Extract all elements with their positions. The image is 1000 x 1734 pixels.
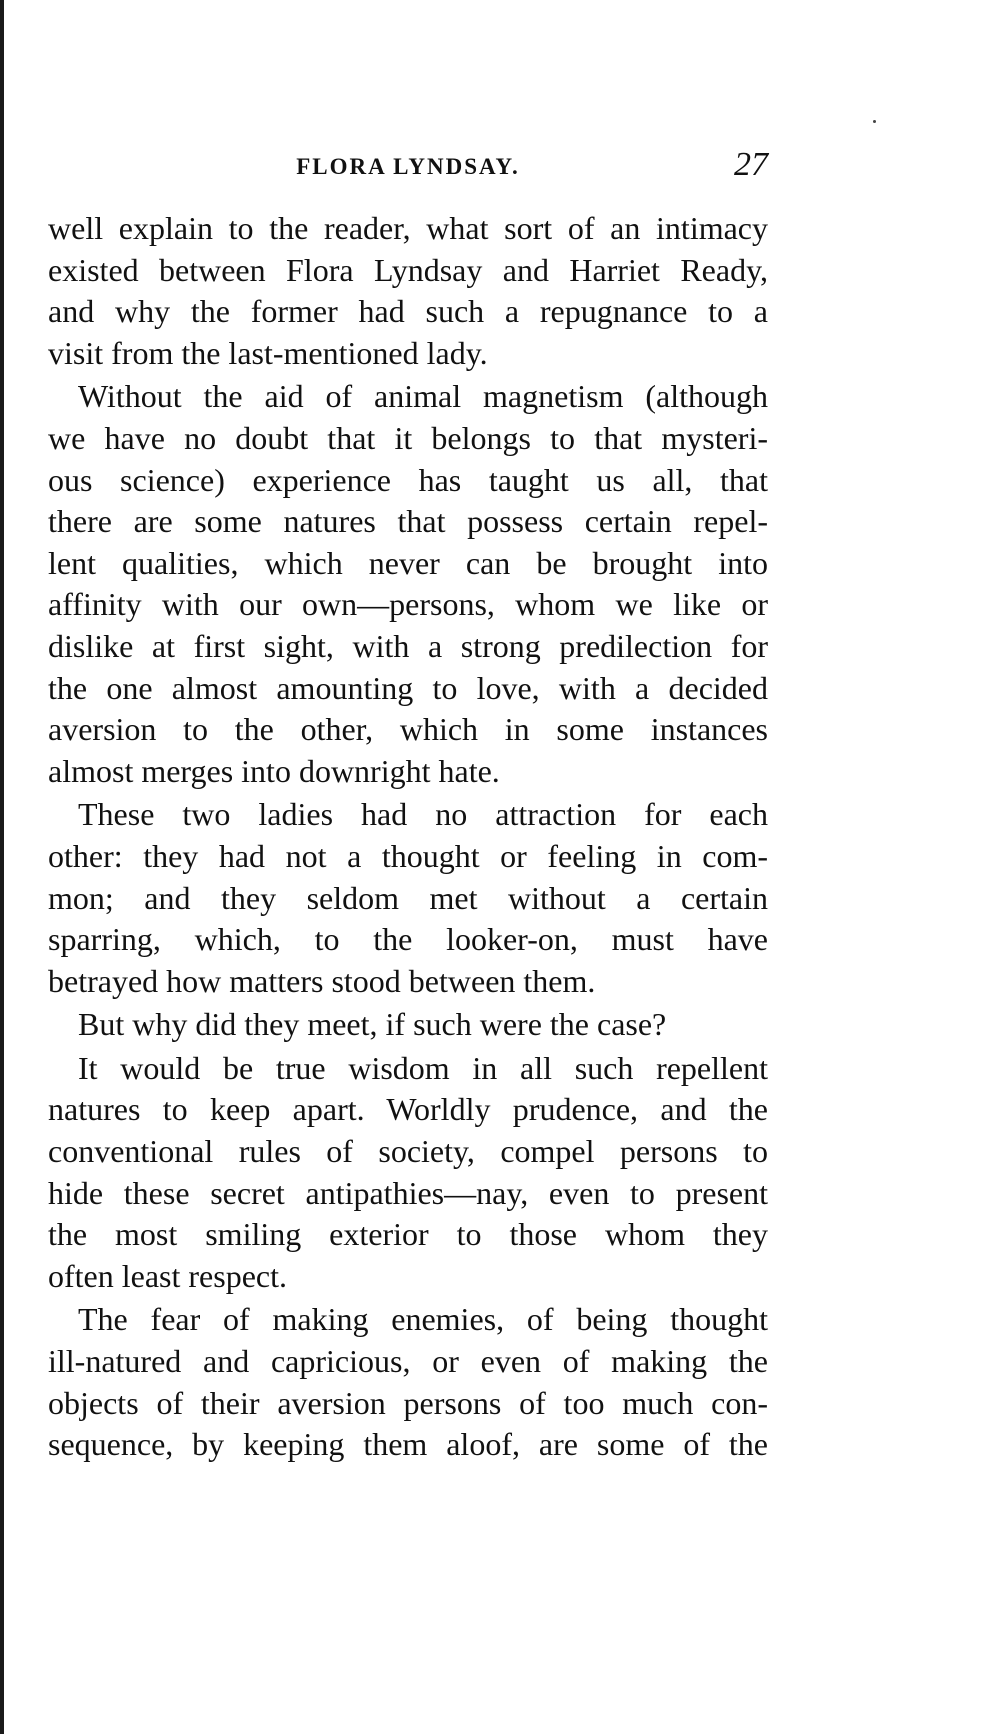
text-line: Without the aid of animal magnetism (although: [78, 378, 768, 415]
paragraph-3: [48, 794, 768, 1002]
text-line: conventional rules of society, compel persons to: [48, 1133, 768, 1170]
text-line: dislike at first sight, with a strong predilection for: [48, 627, 768, 664]
text-line: These two ladies had no attraction for each: [78, 796, 768, 833]
body-text: [48, 208, 768, 1466]
paragraph-1: [48, 208, 768, 374]
text-line: often least respect.: [48, 1257, 287, 1294]
text-line: But why did they meet, if such were the case?: [78, 1006, 667, 1043]
book-page: [48, 146, 768, 1468]
text-line: sequence, by keeping them aloof, are some of the: [48, 1426, 768, 1463]
text-line: betrayed how matters stood between them.: [48, 962, 596, 999]
text-line: objects of their aversion persons of too much con-: [48, 1384, 768, 1421]
paragraph-2: [48, 376, 768, 792]
paragraph-6: [48, 1299, 768, 1465]
running-title: FLORA LYNDSAY.: [296, 154, 520, 179]
text-line: ous science) experience has taught us all, that: [48, 461, 768, 498]
text-line: affinity with our own—persons, whom we like or: [48, 586, 768, 623]
text-line: existed between Flora Lyndsay and Harriet Ready,: [48, 251, 768, 288]
text-line: and why the former had such a repugnance to a: [48, 293, 768, 330]
text-line: there are some natures that possess certain repel-: [48, 503, 768, 540]
text-line: sparring, which, to the looker-on, must have: [48, 921, 768, 958]
paragraph-4: [48, 1004, 768, 1046]
running-head: [48, 146, 768, 190]
text-line: mon; and they seldom met without a certain: [48, 879, 768, 916]
text-line: It would be true wisdom in all such repellent: [78, 1049, 768, 1086]
text-line: almost merges into downright hate.: [48, 752, 500, 789]
text-line: The fear of making enemies, of being thought: [78, 1301, 768, 1338]
text-line: we have no doubt that it belongs to that mysteri-: [48, 419, 768, 456]
text-line: the most smiling exterior to those whom they: [48, 1216, 768, 1253]
text-line: visit from the last-mentioned lady.: [48, 334, 488, 371]
text-line: lent qualities, which never can be brought into: [48, 544, 768, 581]
paragraph-5: [48, 1048, 768, 1298]
text-line: ill-natured and capricious, or even of making the: [48, 1343, 768, 1380]
page-number: 27: [734, 146, 768, 183]
text-line: well explain to the reader, what sort of an intimacy: [48, 210, 768, 246]
text-line: aversion to the other, which in some instances: [48, 711, 768, 748]
text-line: natures to keep apart. Worldly prudence, and the: [48, 1091, 768, 1128]
text-line: other: they had not a thought or feeling in com-: [48, 837, 768, 874]
text-line: hide these secret antipathies—nay, even to present: [48, 1174, 768, 1211]
speck-mark: [873, 120, 876, 123]
text-line: the one almost amounting to love, with a decided: [48, 669, 768, 706]
page-edge-rule: [0, 0, 4, 1734]
